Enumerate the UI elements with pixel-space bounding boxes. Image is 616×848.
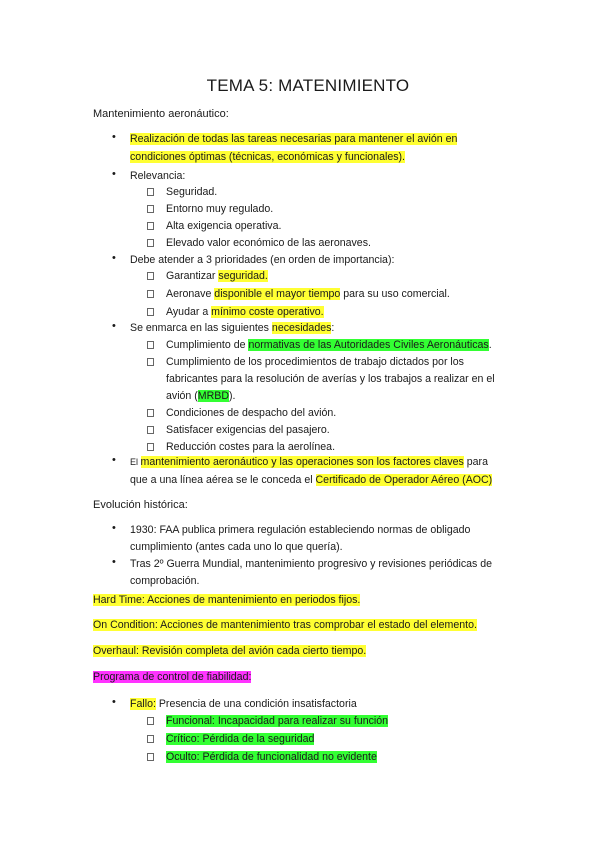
checkbox-icon — [147, 426, 154, 434]
checkbox-icon — [147, 272, 154, 280]
bullet-icon: • — [112, 131, 116, 143]
sub-list-item-continuation: fabricantes para la resolución de averías y los trabajos a realizar en el — [166, 373, 495, 385]
bullet-icon: • — [112, 168, 116, 180]
checkbox-icon — [147, 341, 154, 349]
list-item: Realización de todas las tareas necesarias para mantener el avión en — [130, 133, 458, 145]
sub-list-item: Condiciones de despacho del avión. — [166, 407, 337, 419]
definition-on-condition: On Condition: Acciones de mantenimiento tras comprobar el estado del elemento. — [93, 619, 477, 631]
sub-list-item: Cumplimiento de los procedimientos de trabajo dictados por los — [166, 356, 464, 368]
checkbox-icon — [147, 222, 154, 230]
sub-list-item-continuation: avión (MRBD). — [166, 390, 236, 402]
list-item: Tras 2º Guerra Mundial, mantenimiento progresivo y revisiones periódicas de — [130, 558, 493, 570]
sub-list-item: Alta exigencia operativa. — [166, 220, 282, 232]
sub-list-item: Garantizar seguridad. — [166, 270, 268, 282]
checkbox-icon — [147, 188, 154, 196]
section-heading-programa: Programa de control de fiabilidad: — [93, 671, 252, 683]
sub-list-item: Elevado valor económico de las aeronaves. — [166, 237, 371, 249]
list-item: El mantenimiento aeronáutico y las operaciones son los factores claves para — [130, 456, 488, 468]
list-item: 1930: FAA publica primera regulación estableciendo normas de obligado — [130, 524, 471, 536]
checkbox-icon — [147, 205, 154, 213]
definition-hard-time: Hard Time: Acciones de mantenimiento en periodos fijos. — [93, 594, 361, 606]
list-item: Relevancia: — [130, 170, 186, 182]
sub-list-item: Aeronave disponible el mayor tiempo para su uso comercial. — [166, 288, 450, 300]
sub-list-item: Seguridad. — [166, 186, 218, 198]
bullet-icon: • — [112, 454, 116, 466]
checkbox-icon — [147, 290, 154, 298]
list-item-continuation: que a una línea aérea se le conceda el Certificado de Operador Aéreo (AOC) — [130, 474, 493, 486]
checkbox-icon — [147, 308, 154, 316]
definition-overhaul: Overhaul: Revisión completa del avión cada cierto tiempo. — [93, 645, 367, 657]
checkbox-icon — [147, 239, 154, 247]
checkbox-icon — [147, 443, 154, 451]
bullet-icon: • — [112, 252, 116, 264]
section-heading-evolucion: Evolución histórica: — [93, 499, 188, 511]
list-item: Se enmarca en las siguientes necesidades: — [130, 322, 335, 334]
checkbox-icon — [147, 735, 154, 743]
sub-list-item: Satisfacer exigencias del pasajero. — [166, 424, 330, 436]
sub-list-item: Crítico: Pérdida de la seguridad — [166, 733, 315, 745]
bullet-icon: • — [112, 522, 116, 534]
sub-list-item: Cumplimiento de normativas de las Autoridades Civiles Aeronáuticas. — [166, 339, 492, 351]
list-item-continuation: cumplimiento (antes cada uno lo que quería). — [130, 541, 343, 553]
bullet-icon: • — [112, 556, 116, 568]
sub-list-item: Reducción costes para la aerolínea. — [166, 441, 336, 453]
checkbox-icon — [147, 358, 154, 366]
bullet-icon: • — [112, 320, 116, 332]
sub-list-item: Entorno muy regulado. — [166, 203, 274, 215]
list-item-fallo: Fallo: Presencia de una condición insatisfactoria — [130, 698, 357, 710]
checkbox-icon — [147, 753, 154, 761]
list-item-continuation: condiciones óptimas (técnicas, económicas y funcionales). — [130, 151, 405, 163]
sub-list-item: Oculto: Pérdida de funcionalidad no evidente — [166, 751, 377, 763]
checkbox-icon — [147, 717, 154, 725]
list-item: Debe atender a 3 prioridades (en orden de importancia): — [130, 254, 395, 266]
sub-list-item: Ayudar a mínimo coste operativo. — [166, 306, 324, 318]
page-title: TEMA 5: MATENIMIENTO — [206, 76, 410, 95]
sub-list-item: Funcional: Incapacidad para realizar su función — [166, 715, 389, 727]
section-heading-mantenimiento: Mantenimiento aeronáutico: — [93, 108, 229, 120]
checkbox-icon — [147, 409, 154, 417]
list-item-continuation: comprobación. — [130, 575, 200, 587]
bullet-icon: • — [112, 696, 116, 708]
